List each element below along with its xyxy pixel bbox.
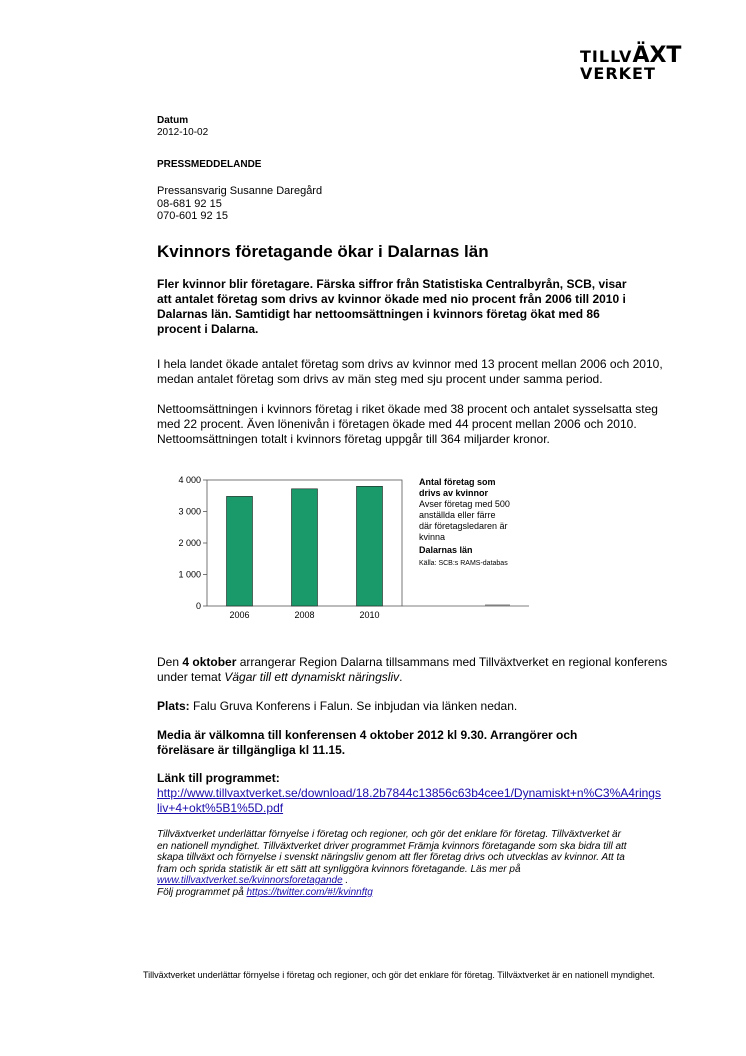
program-link[interactable]: http://www.tillvaxtverket.se/download/18.2b7844c13856c63b4cee1/Dynamiskt+n%C3%A4ringsliv+4+okt%5B1%5D.pdf bbox=[157, 786, 661, 815]
bar-2008 bbox=[292, 489, 318, 606]
kvinnorsforetagande-link[interactable]: www.tillvaxtverket.se/kvinnorsforetagande bbox=[157, 875, 343, 886]
contact-phone-2: 070-601 92 15 bbox=[157, 210, 228, 222]
legend-source: Källa: SCB:s RAMS-databas bbox=[419, 560, 508, 567]
event-theme: Vägar till ett dynamiskt näringsliv bbox=[224, 670, 400, 684]
event-text-start: Den bbox=[157, 655, 183, 669]
legend-note: Avser företag med 500 anställda eller färre där företagsledaren är kvinna bbox=[419, 499, 510, 542]
document-type: PRESSMEDDELANDE bbox=[157, 159, 262, 170]
logo-text-1a: TILLV bbox=[580, 47, 633, 66]
about-text: Tillväxtverket underlättar förnyelse i företag och regioner, och gör det enklare för företag. Tillväxtverket är en nationell myndighet. Tillväxtverket driver programmet Främja kvinnors företagande som ska bidra till att skapa tillväxt och förnyelse i svenskt näringsliv genom att fler företag drivs och utvecklas av kvinnor. Att ta fram och sprida statistik är ett sätt att synliggöra kvinnors företagande. Läs mer på bbox=[157, 829, 627, 875]
about-paragraph bbox=[157, 829, 627, 898]
y-tick-label: 2 000 bbox=[178, 538, 201, 548]
event-text-end: . bbox=[399, 670, 403, 684]
place-text: Falu Gruva Konferens i Falun. Se inbjudan via länken nedan. bbox=[189, 699, 518, 713]
media-paragraph: Media är välkomna till konferensen 4 oktober 2012 kl 9.30. Arrangörer och föreläsare är tillgängliga kl 11.15. bbox=[157, 728, 578, 757]
y-tick-label: 1 000 bbox=[178, 569, 201, 580]
body-paragraph-2: Nettoomsättningen i kvinnors företag i riket ökade med 38 procent och antalet sysselsatta steg med 22 procent. Även lönenivån i företagen ökade med 44 procent mellan 2006 och 2010. Nettoomsättningen totalt i kvinnors företag uppgår till 364 miljarder kronor. bbox=[157, 402, 658, 446]
y-tick-label: 0 bbox=[195, 601, 201, 611]
datum-value: 2012-10-02 bbox=[157, 127, 209, 138]
legend-title: Antal företag som drivs av kvinnor bbox=[419, 477, 496, 498]
place-label: Plats: bbox=[157, 699, 190, 713]
x-tick-label: 2006 bbox=[229, 610, 250, 620]
contact-phone-1: 08-681 92 15 bbox=[157, 197, 222, 210]
body-paragraph-1: I hela landet ökade antalet företag som drivs av kvinnor med 13 procent mellan 2006 och 2010, medan antalet företag som drivs av män steg med sju procent under samma period. bbox=[157, 357, 663, 386]
about-text-after: . bbox=[342, 875, 349, 886]
contact-name: Pressansvarig Susanne Daregård bbox=[157, 185, 323, 197]
logo-text-1b: ÄXT bbox=[632, 43, 682, 68]
legend-region: Dalarnas län bbox=[419, 545, 473, 555]
bar-2006 bbox=[227, 496, 253, 606]
follow-text: Följ programmet på bbox=[157, 886, 247, 898]
bar-2010 bbox=[357, 486, 383, 606]
event-paragraph bbox=[157, 655, 677, 685]
event-text-mid: arrangerar Region Dalarna tillsammans med Tillväxtverket en regional konferens under temat bbox=[157, 655, 668, 684]
contact-block bbox=[157, 185, 322, 223]
footer-text: Tillväxtverket underlättar förnyelse i företag och regioner, och gör det enklare för företag. Tillväxtverket är en nationell myndighet. bbox=[143, 970, 655, 980]
x-tick-label: 2008 bbox=[294, 610, 315, 620]
program-label: Länk till programmet: bbox=[157, 771, 280, 785]
y-tick-label: 3 000 bbox=[178, 506, 201, 517]
bar-chart bbox=[157, 468, 537, 626]
place-paragraph bbox=[157, 699, 677, 714]
lead-paragraph: Fler kvinnor blir företagare. Färska siffror från Statistiska Centralbyrån, SCB, visar att antalet företag som drivs av kvinnor ökade med nio procent från 2006 till 2010 i Dalarnas län. Samtidigt har nettoomsättningen i kvinnors företag ökat med 86 procent i Dalarna. bbox=[157, 277, 627, 336]
twitter-link[interactable]: https://twitter.com/#!/kvinnftg bbox=[246, 886, 373, 898]
tillvaxtverket-logo bbox=[580, 43, 682, 83]
page-title: Kvinnors företagande ökar i Dalarnas län bbox=[157, 242, 489, 261]
y-tick-label: 4 000 bbox=[178, 475, 201, 485]
event-date: 4 oktober bbox=[182, 655, 237, 669]
x-tick-label: 2010 bbox=[359, 610, 380, 620]
logo-text-2: VERKET bbox=[580, 64, 656, 83]
datum-label: Datum bbox=[157, 115, 189, 126]
